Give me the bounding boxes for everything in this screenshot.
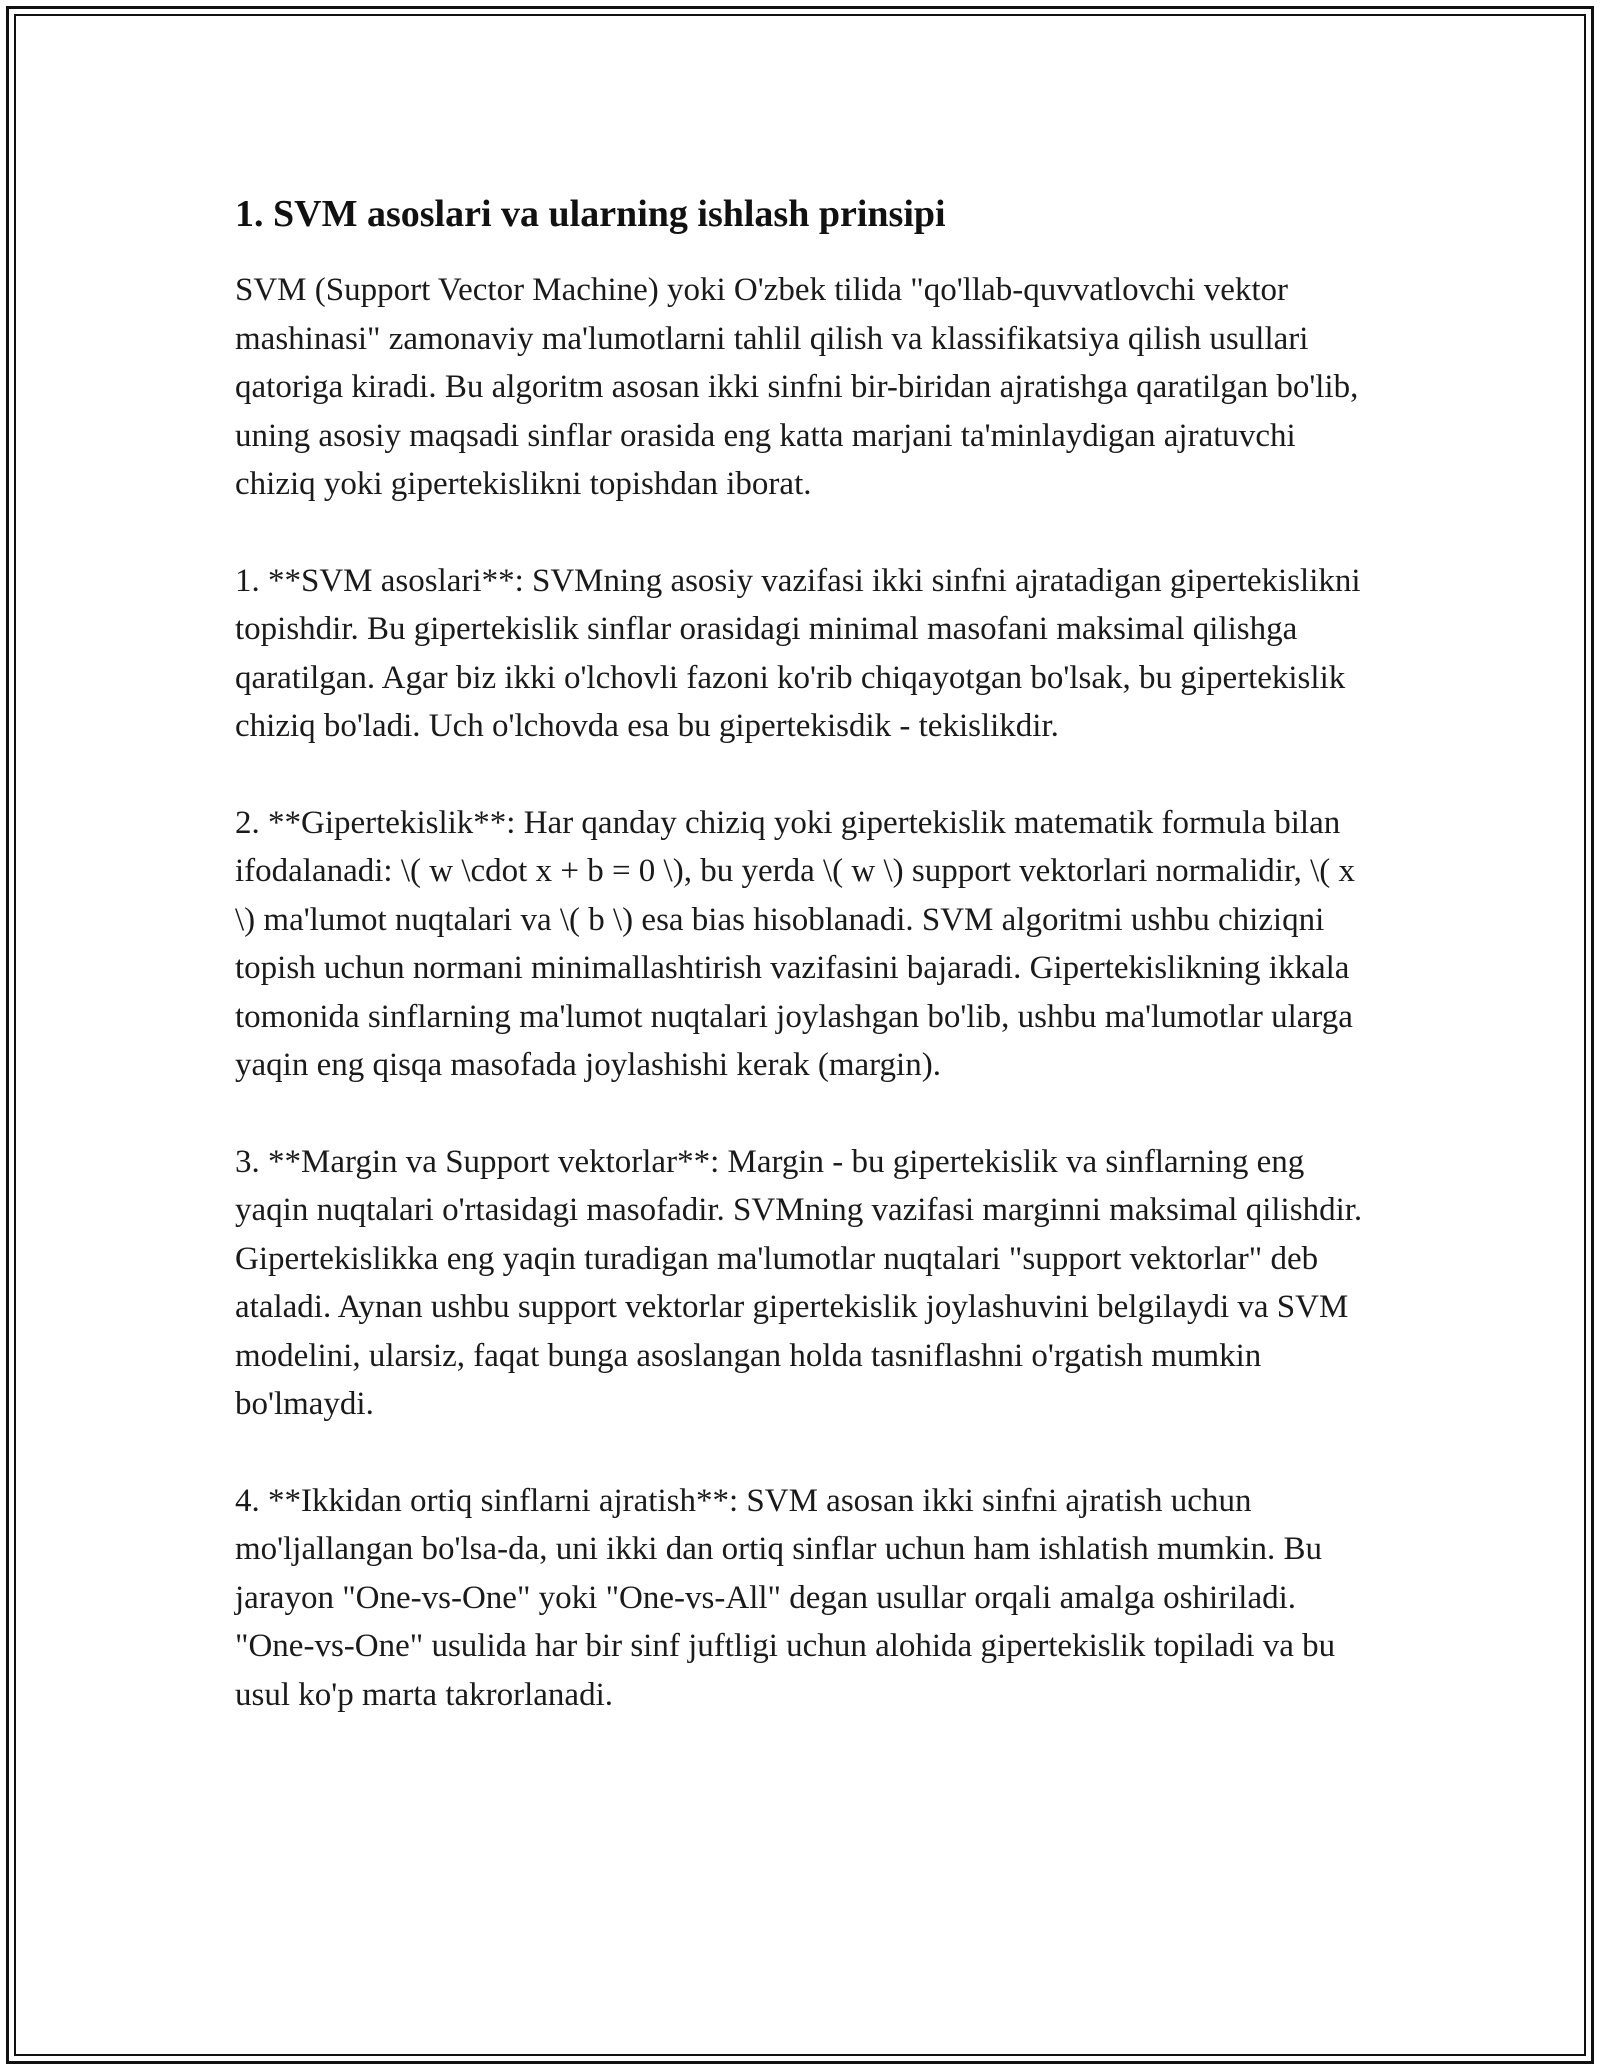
paragraph-margin-support-vectors: 3. **Margin va Support vektorlar**: Margin - bu gipertekislik va sinflarning eng yaqin nuqtalari o'rtasidagi masofadir. SVMning vazifasi marginni maksimal qilishdir. Gipertekislikka eng yaqin turadigan ma'lumotlar nuqtalari "support vektorlar" deb ataladi. Aynan ushbu support vektorlar gipertekislik joylashuvini belgilaydi va SVM modelini, ularsiz, faqat bunga asoslangan holda tasniflashni o'rgatish mumkin bo'lmaydi. <box>235 1143 1363 1422</box>
intro-paragraph: SVM (Support Vector Machine) yoki O'zbek tilida "qo'llab-quvvatlovchi vektor mashinasi" zamonaviy ma'lumotlarni tahlil qilish va klassifikatsiya qilish usullari qatoriga kiradi. Bu algoritm asosan ikki sinfni bir-biridan ajratishga qaratilgan bo'lib, uning asosiy maqsadi sinflar orasida eng katta marjani ta'minlaydigan ajratuvchi chiziq yoki gipertekislikni topishdan iborat. <box>235 272 1359 502</box>
paragraph-hyperplane: 2. **Gipertekislik**: Har qanday chiziq yoki gipertekislik matematik formula bilan ifodalanadi: \( w \cdot x + b = 0 \), bu yerda \( w \) support vektorlari normalidir, \( x \) ma'lumot nuqtalari va \( b \) esa bias hisoblanadi. SVM algoritmi ushbu chiziqni topish uchun normani minimallashtirish vazifasini bajaradi. Gipertekislikning ikkala tomonida sinflarning ma'lumot nuqtalari joylashgan bo'lib, ushbu ma'lumotlar ularga yaqin eng qisqa masofada joylashishi kerak (margin). <box>235 804 1356 1083</box>
paragraph-multiclass: 4. **Ikkidan ortiq sinflarni ajratish**: SVM asosan ikki sinfni ajratish uchun mo'ljallangan bo'lsa-da, uni ikki dan ortiq sinflar uchun ham ishlatish mumkin. Bu jarayon "One-vs-One" yoki "One-vs-All" degan usullar orqali amalga oshiriladi. "One-vs-One" usulida har bir sinf juftligi uchun alohida gipertekislik topiladi va bu usul ko'p marta takrorlanadi. <box>235 1482 1336 1713</box>
page-title: 1. SVM asoslari va ularning ishlash prinsipi <box>235 193 946 235</box>
paragraph-svm-basics: 1. **SVM asoslari**: SVMning asosiy vazifasi ikki sinfni ajratadigan gipertekislikni topishdir. Bu gipertekislik sinflar orasidagi minimal masofani maksimal qilishga qaratilgan. Agar biz ikki o'lchovli fazoni ko'rib chiqayotgan bo'lsak, bu gipertekislik chiziq bo'ladi. Uch o'lchovda esa bu gipertekisdik - tekislikdir. <box>235 562 1361 744</box>
document-body <box>235 190 1380 1767</box>
